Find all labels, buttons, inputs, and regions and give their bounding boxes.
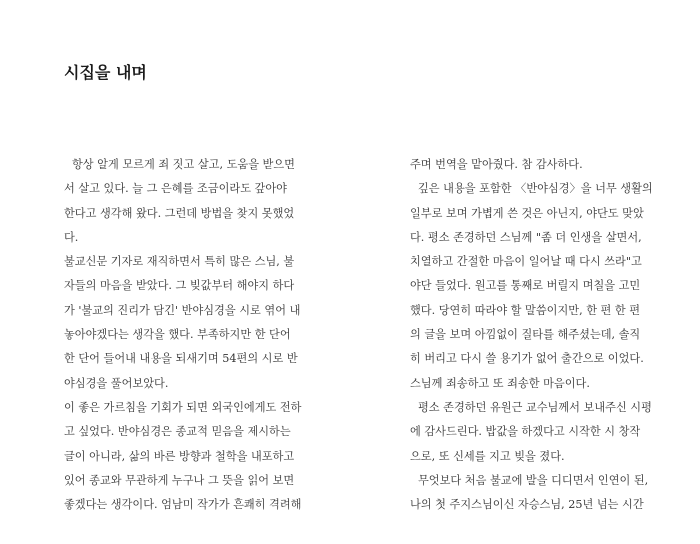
text-line: 한 단어 들어내 내용을 되새기며 54편의 시로 반 (64, 352, 298, 366)
text-line: 에 감사드린다. 밥값을 하겠다고 시작한 시 창작 (410, 425, 641, 439)
text-line: 나의 첫 주지스님이신 자승스님, 25년 넘는 시간 (410, 498, 644, 512)
right-page-text (410, 153, 670, 517)
text-line: 이 좋은 가르침을 기회가 되면 외국인에게도 전하 (64, 400, 302, 414)
text-line: 일부로 보며 가볍게 쓴 것은 아닌지, 야단도 맞았 (410, 206, 644, 220)
text-line: 한다고 생각해 왔다. 그런데 방법을 찾지 못했었 (64, 206, 295, 220)
text-line: 항상 알게 모르게 죄 짓고 살고, 도움을 받으면 (72, 158, 295, 171)
text-line: 주며 번역을 맡아줬다. 참 감사하다. (410, 158, 583, 171)
page-title: 시집을 내며 (64, 63, 147, 82)
text-line: 스님께 죄송하고 또 죄송한 마음이다. (410, 376, 590, 390)
text-line: 치열하고 간절한 마음이 일어날 때 다시 쓰라"고 (410, 255, 642, 269)
text-line: 놓아야겠다는 생각을 했다. 부족하지만 한 단어 (64, 328, 291, 342)
text-line: 의 글을 보며 아낌없이 질타를 해주셨는데, 솔직 (410, 328, 641, 342)
text-line: 깊은 내용을 포함한 〈반야심경〉을 너무 생활의 (418, 182, 653, 196)
text-line: 고 싶었다. 반야심경은 종교적 믿음을 제시하는 (64, 425, 291, 439)
text-line: 평소 존경하던 유원근 교수님께서 보내주신 시평 (418, 400, 652, 414)
text-line: 다. 평소 존경하던 스님께 "좀 더 인생을 살면서, (410, 230, 642, 244)
text-line: 했다. 당연히 따라야 할 말씀이지만, 한 편 한 편 (410, 303, 641, 317)
text-line: 서 살고 있다. 늘 그 은혜를 조금이라도 갚아야 (64, 182, 287, 196)
text-line: 야심경을 풀어보았다. (64, 376, 169, 390)
text-line: 히 버리고 다시 쓸 용기가 없어 출간으로 이었다. (410, 352, 644, 366)
text-line: 있어 종교와 무관하게 누구나 그 뜻을 읽어 보면 (64, 473, 295, 487)
text-line: 가 '불교의 진리가 담긴' 반야심경을 시로 엮어 내 (64, 303, 301, 317)
text-line: 야단 들었다. 원고를 통째로 버릴지 며칠을 고민 (410, 279, 641, 293)
text-line: 자들의 마음을 받았다. 그 빚값부터 해야지 하다 (64, 279, 295, 293)
left-page-text (64, 153, 324, 517)
text-line: 글이 아니라, 삶의 바른 방향과 철학을 내포하고 (64, 449, 295, 463)
text-line: 좋겠다는 생각이다. 엄남미 작가가 흔쾌히 격려해 (64, 498, 302, 512)
text-line: 무엇보다 처음 불교에 발을 디디면서 인연이 된, (418, 473, 649, 487)
text-line: 으로, 또 신세를 지고 빚을 졌다. (410, 449, 565, 463)
text-line: 불교신문 기자로 재직하면서 특히 많은 스님, 불 (64, 255, 295, 269)
text-line: 다. (64, 230, 79, 244)
